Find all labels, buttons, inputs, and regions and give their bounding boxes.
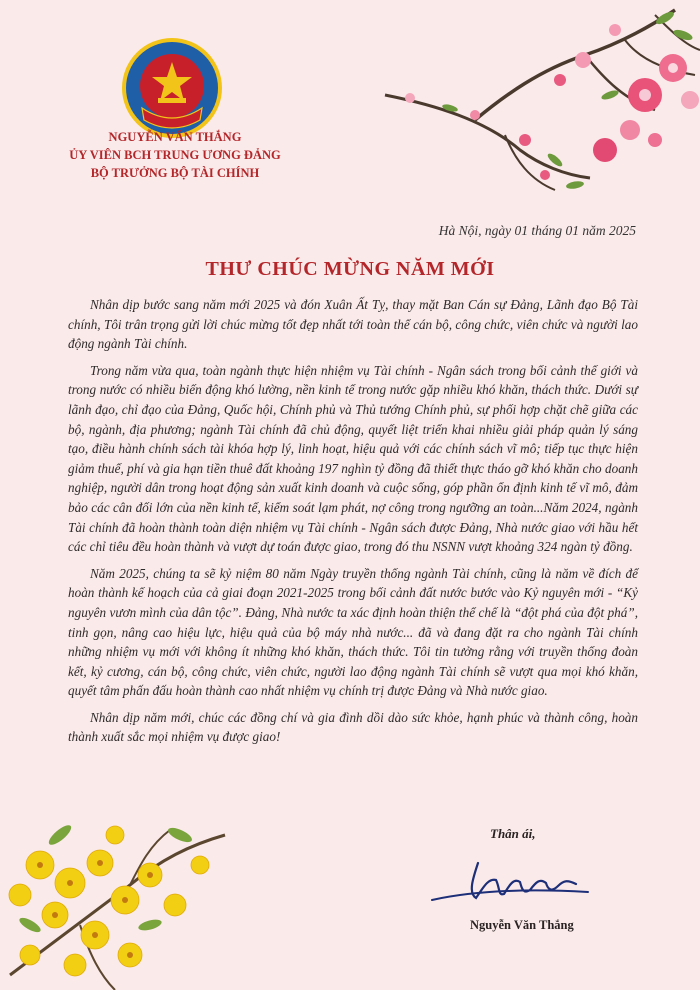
paragraph: Nhân dịp năm mới, chúc các đồng chí và gia đình dồi dào sức khỏe, hạnh phúc và thành công, hoàn thành xuất sắc mọi nhiệm vụ được giao!	[68, 709, 638, 745]
letter-date: Hà Nội, ngày 01 tháng 01 năm 2025	[438, 223, 636, 238]
sender-position-minister: BỘ TRƯỞNG BỘ TÀI CHÍNH	[90, 166, 260, 180]
ministry-emblem-logo	[120, 36, 224, 140]
paragraph: Nhân dịp bước sang năm mới 2025 và đón Xuân Ất Tỵ, thay mặt Ban Cán sự Đảng, Lãnh đạo Bộ Tài chính, Tôi trân trọng gửi lời chúc mừng tốt đẹp nhất tới toàn thể cán bộ, công chức, viên chức và người lao động ngành Tài chính.	[68, 297, 638, 352]
closing-greeting: Thân ái,	[490, 826, 536, 841]
signer-name: Nguyễn Văn Thắng	[470, 918, 574, 932]
paragraph: Trong năm vừa qua, toàn ngành thực hiện nhiệm vụ Tài chính - Ngân sách trong bối cảnh thế giới và trong nước có nhiều biến động khó lường, nền kinh tế trong nước gặp nhiều khó khăn, thách thức. Dưới sự lãnh đạo, chỉ đạo của Đảng, Quốc hội, Chính phủ và Thủ tướng Chính phủ, sự phối hợp chặt chẽ giữa các bộ, ngành, địa phương; ngành Tài chính đã chủ động, quyết liệt triển khai nhiều giải pháp quản lý sáng tạo, điều hành chính sách tài khóa hợp lý, linh hoạt, hiệu quả với các chính sách vĩ mô; tiếp tục thực hiện giảm thuế, phí và gia hạn tiền thuê đất khoảng 197 nghìn tỷ đồng đã thiết thực tháo gỡ khó khăn cho doanh nghiệp, người dân trong hoạt động sản xuất kinh doanh và cuộc sống, góp phần ổn định kinh tế vĩ mô, đảm bảo các cân đối lớn của nền kinh tế, kiểm soát lạm phát, nợ công trong ngưỡng an toàn...Năm 2024, ngành Tài chính đã hoàn thành toàn diện nhiệm vụ Tài chính - Ngân sách được Đảng, Nhà nước giao với hầu hết các chỉ tiêu đều hoàn thành và vượt dự toán được giao, trong đó thu NSNN vượt khoảng 324 ngàn tỷ đồng.	[68, 362, 638, 555]
letter-title: THƯ CHÚC MỪNG NĂM MỚI	[205, 258, 495, 280]
sender-name: NGUYỄN VĂN THẮNG	[108, 130, 242, 144]
sender-block	[60, 128, 290, 182]
peach-blossom-decoration	[355, 0, 700, 215]
sender-position-party: ỦY VIÊN BCH TRUNG ƯƠNG ĐẢNG	[69, 148, 281, 162]
paragraph: Năm 2025, chúng ta sẽ kỷ niệm 80 năm Ngày truyền thống ngành Tài chính, cũng là năm về đích để hoàn thành kế hoạch của cả giai đoạn 2021-2025 trong bối cảnh đất nước bước vào Kỷ nguyên mới - “Kỷ nguyên vươn mình của dân tộc”. Đảng, Nhà nước ta xác định hoàn thiện thể chế là “đột phá của đột phá”, tinh gọn, nâng cao hiệu lực, hiệu quả của bộ máy nhà nước... đã và đang đặt ra cho ngành Tài chính những nhiệm vụ mới với không ít những khó khăn, thách thức. Tôi tin tưởng rằng với truyền thống đoàn kết, kỷ cương, cán bộ, công chức, viên chức, người lao động ngành Tài chính sẽ vượt qua mọi khó khăn, quyết tâm phấn đấu hoàn thành cao nhất nhiệm vụ chính trị được Đảng và Nhà nước giao.	[68, 565, 638, 699]
handwritten-signature	[428, 848, 598, 908]
letter-body	[68, 295, 638, 754]
apricot-blossom-decoration	[0, 805, 235, 990]
